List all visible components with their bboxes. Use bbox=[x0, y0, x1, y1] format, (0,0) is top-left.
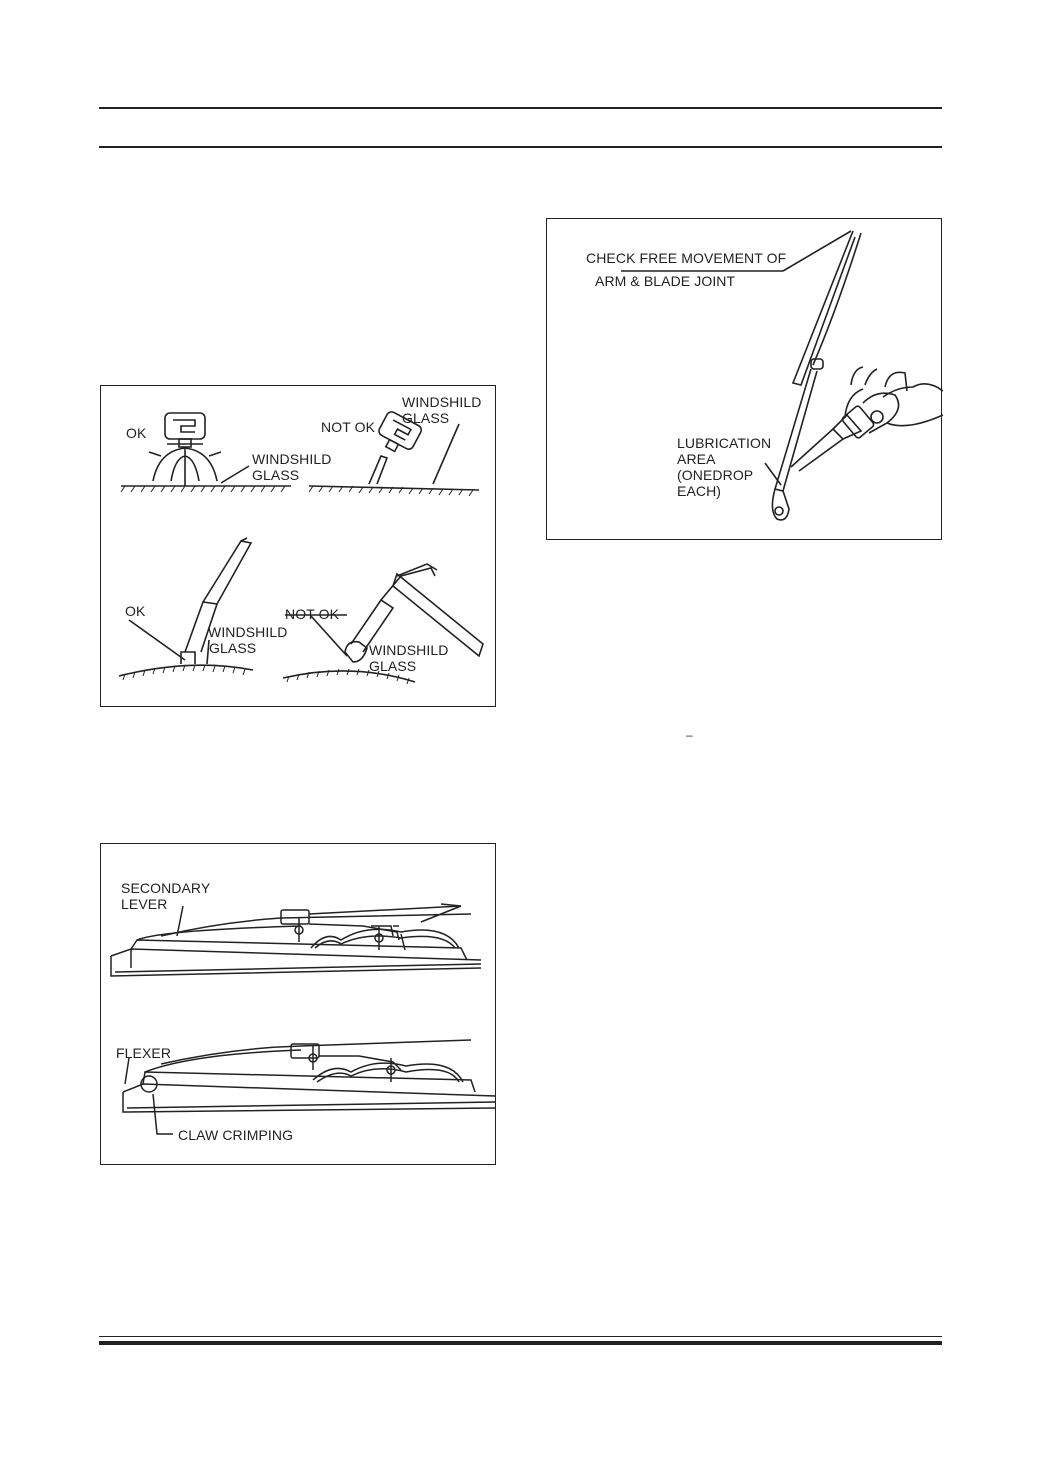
footer-rule-thin bbox=[99, 1336, 942, 1337]
label-not-ok-bottom: NOT OK bbox=[285, 606, 340, 622]
label-windshield-bottom-left-2: GLASS bbox=[209, 640, 257, 656]
stray-mark: – bbox=[686, 728, 693, 742]
label-check-free-movement-2: ARM & BLADE JOINT bbox=[595, 273, 736, 289]
label-lubrication-area-3: (ONEDROP bbox=[677, 467, 754, 483]
label-windshield-top-right-1: WINDSHILD bbox=[402, 394, 482, 410]
label-windshield-bottom-right-1: WINDSHILD bbox=[369, 642, 449, 658]
wiper-angle-illustration bbox=[101, 386, 497, 708]
header-rule-top bbox=[99, 107, 942, 109]
label-lubrication-area-2: AREA bbox=[677, 451, 716, 467]
label-secondary-lever-1: SECONDARY bbox=[121, 880, 211, 896]
label-ok-bottom: OK bbox=[125, 603, 146, 619]
lubrication-illustration bbox=[547, 219, 943, 541]
label-windshield-bottom-left-1: WINDSHILD bbox=[208, 624, 288, 640]
figure-blade-parts bbox=[100, 843, 496, 1165]
label-ok-top: OK bbox=[126, 425, 147, 441]
label-windshield-top-left-1: WINDSHILD bbox=[252, 451, 332, 467]
header-rule-bottom bbox=[99, 146, 942, 148]
figure-wiper-angle bbox=[100, 385, 496, 707]
footer-rule-thick bbox=[99, 1341, 942, 1345]
label-lubrication-area-1: LUBRICATION bbox=[677, 435, 772, 451]
label-check-free-movement-1: CHECK FREE MOVEMENT OF bbox=[586, 250, 787, 266]
label-lubrication-area-4: EACH) bbox=[677, 483, 722, 499]
label-windshield-top-right-2: GLASS bbox=[402, 410, 450, 426]
figure-lubrication bbox=[546, 218, 942, 540]
label-windshield-bottom-right-2: GLASS bbox=[369, 658, 417, 674]
label-not-ok-top: NOT OK bbox=[321, 419, 376, 435]
label-flexer: FLEXER bbox=[116, 1045, 172, 1061]
label-secondary-lever-2: LEVER bbox=[121, 896, 168, 912]
label-windshield-top-left-2: GLASS bbox=[252, 467, 300, 483]
label-claw-crimping: CLAW CRIMPING bbox=[178, 1127, 294, 1143]
